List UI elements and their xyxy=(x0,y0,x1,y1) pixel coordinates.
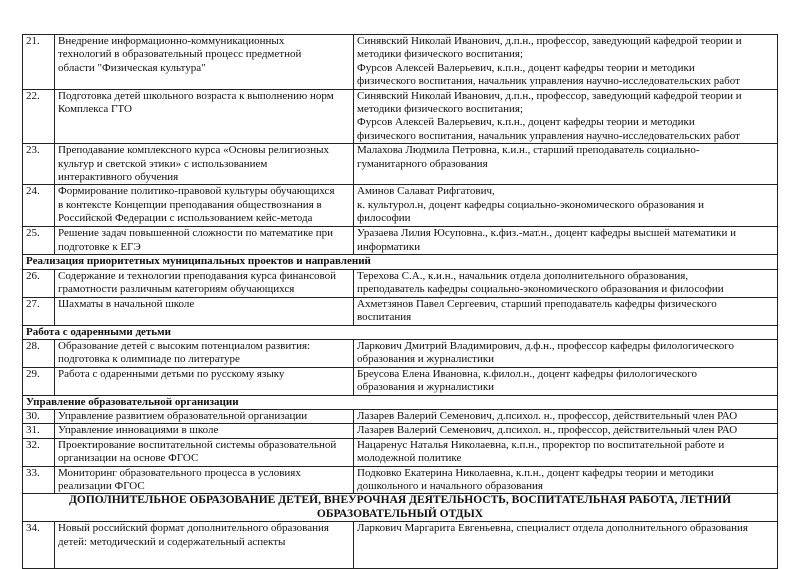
table-row xyxy=(23,35,778,90)
course-topic xyxy=(55,227,354,255)
table-row xyxy=(23,297,778,325)
text-line: физического воспитания, начальник управления научно-исследовательских работ xyxy=(357,129,740,142)
row-number: 30. xyxy=(23,409,55,423)
course-author xyxy=(354,297,778,325)
text-line: Шахматы в начальной школе xyxy=(58,297,195,310)
course-topic xyxy=(55,466,354,494)
text-line: Синявский Николай Иванович, д.п.н., профессор, заведующий кафедрой теории и xyxy=(357,35,742,47)
course-author xyxy=(354,409,778,423)
course-topic xyxy=(55,89,354,144)
course-author xyxy=(354,227,778,255)
text-line: образования и журналистики xyxy=(357,353,495,366)
course-topic xyxy=(55,409,354,423)
text-line: Формирование политико-правовой культуры обучающихся xyxy=(58,185,335,198)
row-number: 26. xyxy=(23,269,55,297)
section-row xyxy=(23,395,778,409)
course-topic xyxy=(55,522,354,569)
text-line: Фурсов Алексей Валерьевич, к.п.н., доцент кафедры теории и методики xyxy=(357,116,695,129)
table-row xyxy=(23,438,778,466)
text-line: Синявский Николай Иванович, д.п.н., профессор, заведующий кафедрой теории и xyxy=(357,89,742,102)
text-line: Мониторинг образовательного процесса в условиях xyxy=(58,466,301,479)
text-line: подготовке к ЕГЭ xyxy=(58,240,141,253)
table-row xyxy=(23,466,778,494)
row-number: 27. xyxy=(23,297,55,325)
text-line: Работа с одаренными детьми по русскому языку xyxy=(58,367,285,380)
section-title: Реализация приоритетных муниципальных проектов и направлений xyxy=(23,255,778,269)
text-line: Ларкович Маргарита Евгеньевна, специалист отдела дополнительного образования xyxy=(357,522,748,535)
text-line: Российской Федерации с использованием кейс-метода xyxy=(58,212,313,225)
course-author xyxy=(354,367,778,395)
text-line: Новый российский формат дополнительного образования xyxy=(58,522,329,535)
course-author xyxy=(354,35,778,90)
row-number: 25. xyxy=(23,227,55,255)
text-line: Подготовка детей школьного возраста к выполнению норм xyxy=(58,89,334,102)
row-number: 29. xyxy=(23,367,55,395)
table-row xyxy=(23,522,778,569)
course-topic xyxy=(55,424,354,438)
text-line: Фурсов Алексей Валерьевич, к.п.н., доцент кафедры теории и методики xyxy=(357,61,695,74)
row-number: 24. xyxy=(23,185,55,227)
row-number: 28. xyxy=(23,339,55,367)
text-line: технологий в образовательный процесс предметной xyxy=(58,48,302,61)
text-line: Аминов Салават Рифгатович, xyxy=(357,185,495,198)
course-topic xyxy=(55,438,354,466)
row-number: 21. xyxy=(23,35,55,90)
table-row xyxy=(23,339,778,367)
table-row xyxy=(23,185,778,227)
course-topic xyxy=(55,367,354,395)
text-line: методики физического воспитания; xyxy=(357,103,524,116)
text-line: Ахметзянов Павел Сергеевич, старший преподаватель кафедры физического xyxy=(357,297,717,310)
block-heading xyxy=(23,494,778,522)
text-line: реализации ФГОС xyxy=(58,479,145,492)
row-number: 33. xyxy=(23,466,55,494)
text-line: Лазарев Валерий Семенович, д.пcихол. н., профессор, действительный член РАО xyxy=(357,424,738,437)
table-row xyxy=(23,269,778,297)
section-title: Работа с одаренными детьми xyxy=(23,325,778,339)
course-topic xyxy=(55,35,354,90)
course-topic xyxy=(55,269,354,297)
course-author xyxy=(354,89,778,144)
table-row xyxy=(23,424,778,438)
text-line: Содержание и технологии преподавания курса финансовой xyxy=(58,269,337,282)
courses-table xyxy=(22,34,778,569)
text-line: в контексте Концепции преподавания обществознания в xyxy=(58,198,322,211)
text-line: воспитания xyxy=(357,311,412,324)
table-row xyxy=(23,89,778,144)
course-topic xyxy=(55,144,354,185)
text-line: Нацаренус Наталья Николаевна, к.п.н., проректор по воспитательной работе и xyxy=(357,438,725,451)
text-line: Ларкович Дмитрий Владимирович, д.ф.н., профессор кафедры филологического xyxy=(357,339,735,352)
text-line: Проектирование воспитательной системы образовательной xyxy=(58,438,337,451)
table-row xyxy=(23,409,778,423)
text-line: Образование детей с высоким потенциалом развития: xyxy=(58,339,311,352)
text-line: Уразаева Лилия Юсуповна., к.физ.-мат.н., доцент кафедры высшей математики и xyxy=(357,227,737,240)
text-line: Решение задач повышенной сложности по математике при xyxy=(58,227,334,240)
text-line: Бреусова Елена Ивановна, к.филол.н., доцент кафедры филологического xyxy=(357,367,697,380)
text-line: Комплекса ГТО xyxy=(58,103,132,116)
course-author xyxy=(354,185,778,227)
text-line: к. культурол.н, доцент кафедры социально-экономического образования и xyxy=(357,198,704,211)
text-line: преподаватель кафедры социально-экономического образования и философии xyxy=(357,283,724,296)
row-number: 31. xyxy=(23,424,55,438)
course-author xyxy=(354,269,778,297)
course-topic xyxy=(55,297,354,325)
text-line: Малахова Людмила Петровна, к.и.н., старший преподаватель социально- xyxy=(357,144,700,157)
text-line: Лазарев Валерий Семенович, д.пcихол. н., профессор, действительный член РАО xyxy=(357,409,738,422)
text-line: физического воспитания, начальник управления научно-исследовательских работ xyxy=(357,75,740,88)
text-line: грамотности различным категориям обучающихся xyxy=(58,283,295,296)
row-number: 32. xyxy=(23,438,55,466)
text-line: подготовка к олимпиаде по литературе xyxy=(58,353,240,366)
row-number: 22. xyxy=(23,89,55,144)
course-author xyxy=(354,522,778,569)
text-line: детей: методический и содержательный аспекты xyxy=(58,535,286,548)
course-author xyxy=(354,339,778,367)
text-line: Внедрение информационно-коммуникационных xyxy=(58,35,285,47)
text-line: Преподавание комплексного курса «Основы религиозных xyxy=(58,144,329,157)
text-line: области "Физическая культура" xyxy=(58,61,206,74)
text-line: дошкольного и начального образования xyxy=(357,479,543,492)
text-line: Управление инновациями в школе xyxy=(58,424,219,437)
course-topic xyxy=(55,339,354,367)
text-line: информатики xyxy=(357,240,421,253)
section-row xyxy=(23,255,778,269)
text-line: гуманитарного образования xyxy=(357,157,488,170)
text-line: культур и светской этики» с использованием xyxy=(58,157,268,170)
text-line: Подковко Екатерина Николаевна, к.п.н., доцент кафедры теории и методики xyxy=(357,466,714,479)
text-line: молодежной политике xyxy=(357,452,462,465)
text-line: Управление развитием образовательной организации xyxy=(58,409,308,422)
course-author xyxy=(354,144,778,185)
section-row xyxy=(23,325,778,339)
text-line: образования и журналистики xyxy=(357,381,495,394)
text-line: организации на основе ФГОС xyxy=(58,452,199,465)
table-row xyxy=(23,227,778,255)
course-topic xyxy=(55,185,354,227)
table-row xyxy=(23,367,778,395)
course-author xyxy=(354,438,778,466)
row-number: 23. xyxy=(23,144,55,185)
table-row xyxy=(23,144,778,185)
text-line: ОБРАЗОВАТЕЛЬНЫЙ ОТДЫХ xyxy=(316,507,484,520)
text-line: Терехова С.А., к.и.н., начальник отдела дополнительного образования, xyxy=(357,269,689,282)
text-line: философии xyxy=(357,212,411,225)
text-line: методики физического воспитания; xyxy=(357,48,524,61)
course-author xyxy=(354,424,778,438)
text-line: ДОПОЛНИТЕЛЬНОЕ ОБРАЗОВАНИЕ ДЕТЕЙ, ВНЕУРОЧНАЯ ДЕЯТЕЛЬНОСТЬ, ВОСПИТАТЕЛЬНАЯ РАБОТА, ЛЕТНИЙ xyxy=(68,494,732,507)
course-author xyxy=(354,466,778,494)
row-number: 34. xyxy=(23,522,55,569)
text-line: интерактивного обучения xyxy=(58,171,179,184)
heading-row xyxy=(23,494,778,522)
section-title: Управление образовательной организации xyxy=(23,395,778,409)
